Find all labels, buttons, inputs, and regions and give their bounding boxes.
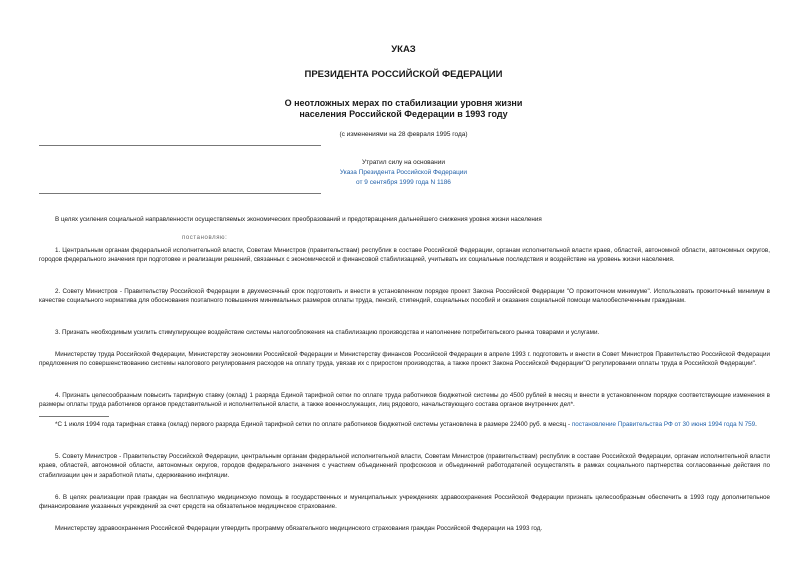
footnote-link-part-1[interactable]: постановление Правительства РФ xyxy=(571,421,673,428)
repeal-label: Утратил силу на основании xyxy=(361,159,446,166)
paragraph-6-continued: Министерству здравоохранения Российской Федерации утвердить программу обязательного медицинского страхования граждан Российской Федерации на 1993 год. xyxy=(55,525,543,532)
repeal-status xyxy=(0,158,807,188)
paragraph-3: 3. Признать необходимым усилить стимулирующее воздействие системы налогообложения на стабилизацию производства и наполнение потребительского рынка товарами и услугами. xyxy=(55,329,600,336)
subject-line-2: населения Российской Федерации в 1993 году xyxy=(299,109,508,119)
paragraph-4: 4. Признать целесообразным повысить тарифную ставку (оклад) 1 разряда Единой тарифной сетки по оплате труда работников бюджетной системы до 4500 рублей в месяц и внести в установленном порядке соответствующие изменения в размеры оплаты труда работников органов представительной и исполнительной власти, а также военнослужащих, лиц рядового, начальствующего состава органов внутренних дел*. xyxy=(39,392,770,409)
issuer-title: ПРЕЗИДЕНТА РОССИЙСКОЙ ФЕДЕРАЦИИ xyxy=(304,69,503,80)
intro-paragraph: В целях усиления социальной направленности осуществляемых экономических преобразований и предотвращения дальнейшего снижения уровня жизни населения xyxy=(55,216,542,223)
paragraph-1: 1. Центральным органам федеральной исполнительной власти, Советам Министров (правительствам) республик в составе Российской Федерации, органам исполнительной власти краев, областей, автономной области, автономных округов, городов федерального значения при подготовке и реализации решений, связанных с экономической и финансовой стабилизацией, учитывать их социальные последствия и воздействие на уровень жизни населения. xyxy=(39,247,770,264)
footnote-text: *С 1 июля 1994 года тарифная ставка (оклад) первого разряда Единой тарифной сетки по оплате работников бюджетной системы установлена в размере 22400 руб. в месяц - xyxy=(55,421,571,428)
footnote-end: . xyxy=(755,421,757,428)
repeal-link-line-1[interactable]: Указа Президента Российской Федерации xyxy=(339,169,468,176)
paragraph-3-continued: Министерству труда Российской Федерации, Министерству экономики Российской Федерации и Министерству финансов Российской Федерации в апреле 1993 г. подготовить и внести в Совет Министров Правительство Российской Федерации предложения по совершенствованию системы налогового регулирования расходов на оплату труда, увязав их с приростом производства, а также проект Закона Российской Федерации"О регулировании оплаты труда в Российской Федерации". xyxy=(39,351,770,368)
decree-title: УКАЗ xyxy=(391,44,416,55)
footnote-divider xyxy=(39,416,109,417)
divider-bottom xyxy=(39,193,321,194)
paragraph-2: 2. Совету Министров - Правительству Российской Федерации в двухмесячный срок подготовить и внести в установленном порядке проект Закона Российской Федерации "О прожиточном минимуме". Использовать прожиточный минимум в качестве социального норматива для обоснования поэтапного повышения минимальных размеров оплаты труда, пенсий, стипендий, социальных пособий и оказания социальной помощи малообеспеченным гражданам. xyxy=(39,288,770,305)
divider-top xyxy=(39,145,321,146)
subject-line-1: О неотложных мерах по стабилизации уровня жизни xyxy=(284,98,523,108)
decree-word: постановляю: xyxy=(182,235,228,241)
footnote-link-part-2[interactable]: от 30 июня 1994 года N 759 xyxy=(674,421,756,428)
repeal-link-line-2[interactable]: от 9 сентября 1999 года N 1186 xyxy=(356,179,451,186)
footnote xyxy=(39,420,770,429)
paragraph-6: 6. В целях реализации прав граждан на бесплатную медицинскую помощь в государственных и муниципальных учреждениях здравоохранения Российской Федерации признать целесообразным обеспечить в 1993 году дополнительное финансирование указанных учреждений за счет средств на обязательное медицинское страхование. xyxy=(39,494,770,511)
paragraph-5: 5. Совету Министров - Правительству Российской Федерации, центральным органам федеральной исполнительной власти, Советам Министров (правительствам) республик в составе Российской Федерации, органам исполнительной власти краев, областей, автономной области, автономных округов, городов федерального значения с участием объединений профсоюзов и объединений работодателей осуществлять в рамках социального партнерства согласованные действия по стабилизации цен и заработной платы, сдерживанию инфляции. xyxy=(39,453,770,479)
amendment-note: (с изменениями на 28 февраля 1995 года) xyxy=(339,131,468,138)
decree-subject xyxy=(0,98,807,120)
